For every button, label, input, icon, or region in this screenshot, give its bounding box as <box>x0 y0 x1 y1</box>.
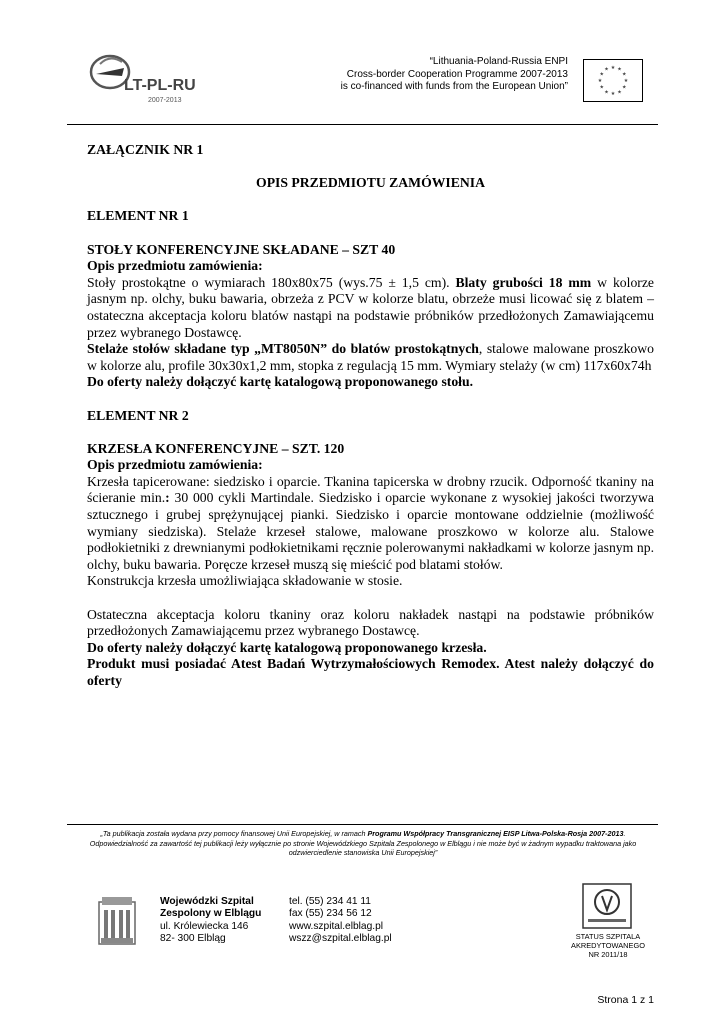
disclaimer-text-a: „Ta publikacja została wydana przy pomocy finansowej Unii Europejskiej, w ramach <box>100 829 368 838</box>
svg-text:★: ★ <box>604 89 609 96</box>
hospital-name-2: Zespolony w Elblągu <box>160 908 262 920</box>
footer-divider <box>67 824 658 825</box>
document-title: OPIS PRZEDMIOTU ZAMÓWIENIA <box>256 175 485 191</box>
element-2-paragraph-4: Do oferty należy dołączyć kartę katalogową proponowanego krzesła. <box>87 639 487 655</box>
element-2-desc-label: Opis przedmiotu zamówienia: <box>87 457 263 473</box>
programme-logo-icon <box>88 50 206 106</box>
header-divider <box>67 124 658 125</box>
element-1-paragraph-2 <box>87 341 654 374</box>
e2-p1-text-a: Krzesła tapicerowane: siedzisko i oparcie. Tkanina tapicerska w drobny rzucik. Odporność tkaniny na ścieranie min. <box>87 473 654 506</box>
element-2-paragraph-5: Produkt musi posiadać Atest Badań Wytrzymałościowych Remodex. Atest należy dołączyć do oferty <box>87 656 654 688</box>
element-2-paragraph-1 <box>87 474 654 574</box>
hospital-contact <box>289 896 392 946</box>
element-1-desc-label: Opis przedmiotu zamówienia: <box>87 258 263 274</box>
hospital-address <box>160 896 261 946</box>
status-line-2: AKREDYTOWANEGO <box>571 941 645 950</box>
element-2-subheading: KRZESŁA KONFERENCYJNE – SZT. 120 <box>87 440 345 456</box>
e2-p1-bold: : <box>165 490 170 506</box>
eu-flag-icon <box>583 59 643 102</box>
hospital-logo-icon <box>98 896 136 946</box>
svg-text:★: ★ <box>623 78 629 84</box>
programme-line-2: Cross-border Cooperation Programme 2007-2013 <box>346 68 568 80</box>
e1-p1-text-a: Stoły prostokątne o wymiarach 180x80x75 (wys.75 ± 1,5 cm). <box>87 274 456 290</box>
accreditation-logo-icon <box>582 883 632 929</box>
status-line-1: STATUS SZPITALA <box>575 932 641 941</box>
disclaimer-line-1 <box>80 829 646 839</box>
element-1-subheading: STOŁY KONFERENCYJNE SKŁADANE – SZT 40 <box>87 241 396 257</box>
svg-text:★: ★ <box>622 71 627 78</box>
contact-fax: fax (55) 234 56 12 <box>289 908 372 920</box>
svg-text:★: ★ <box>599 84 604 91</box>
element-2-heading: ELEMENT NR 2 <box>87 407 189 423</box>
programme-logo <box>88 50 206 106</box>
programme-line-1: “Lithuania-Poland-Russia ENPI <box>429 56 568 67</box>
logo-years: 2007-2013 <box>148 97 182 104</box>
contact-www[interactable]: www.szpital.elblag.pl <box>289 920 383 932</box>
svg-text:★: ★ <box>610 91 616 97</box>
e1-p1-bold: Blaty grubości 18 mm <box>455 274 592 290</box>
svg-text:★: ★ <box>597 78 603 84</box>
programme-statement <box>248 56 568 94</box>
element-1-paragraph-1 <box>87 275 654 341</box>
disclaimer-line-2: Odpowiedzialność za zawartość tej publikacji leży wyłącznie po stronie Wojewódzkiego Szpitala Zespolonego w Elblągu i nie może być w żadnym wypadku traktowana jako odzwierciedlenie stanowiska Unii Europejskiej” <box>89 838 637 857</box>
e1-p1-text-c: w kolorze jasnym np. olchy, buku bawaria, obrzeża z PCV w kolorze blatu, obrzeże musi licować się z blatem – ostateczna akceptacja koloru blatów nastąpi na podstawie próbników przedłożonych Zamawiającemu przez wybranego Dostawcę. <box>87 274 654 340</box>
page-number: Strona 1 z 1 <box>597 994 654 1006</box>
disclaimer-programme: Programu Współpracy Transgranicznej EISP Litwa-Polska-Rosja 2007-2013 <box>367 829 624 838</box>
hospital-name-1: Wojewódzki Szpital <box>160 896 254 907</box>
accreditation-status <box>556 932 660 959</box>
element-2-paragraph-3: Ostateczna akceptacja koloru tkaniny oraz koloru nakładek nastąpi na podstawie próbników przedłożonych Zamawiającemu przez wybranego Dostawcę. <box>87 606 654 639</box>
programme-line-3: is co-financed with funds from the European Union” <box>340 81 568 92</box>
logo-text: LT-PL-RU <box>124 77 196 94</box>
status-line-3: NR 2011/18 <box>588 950 628 959</box>
e1-p2-bold: Stelaże stołów składane typ „MT8050N” do blatów prostokątnych <box>87 341 479 357</box>
svg-text:★: ★ <box>604 66 609 73</box>
hospital-city: 82- 300 Elbląg <box>160 933 226 945</box>
element-1-paragraph-3: Do oferty należy dołączyć kartę katalogową proponowanego stołu. <box>87 374 474 390</box>
document-body <box>87 142 654 690</box>
annex-heading: ZAŁĄCZNIK NR 1 <box>87 142 204 157</box>
e1-p2-text: , stalowe malowane proszkowo w kolorze alu, profile 30x30x1,2 mm, stopka z regulacją 15 mm. Wymiary stelaży (w cm) 117x60x74h <box>87 341 655 373</box>
svg-text:★: ★ <box>622 84 627 91</box>
svg-text:★: ★ <box>610 65 616 71</box>
contact-email[interactable]: wszz@szpital.elblag.pl <box>289 933 392 945</box>
svg-text:★: ★ <box>617 89 622 96</box>
element-1-heading: ELEMENT NR 1 <box>87 208 189 224</box>
contact-tel: tel. (55) 234 41 11 <box>289 896 371 907</box>
element-2-paragraph-2: Konstrukcja krzesła umożliwiająca składowanie w stosie. <box>87 573 403 589</box>
disclaimer-text-c: . <box>623 829 626 838</box>
svg-text:★: ★ <box>599 71 604 78</box>
eu-disclaimer <box>80 829 646 858</box>
hospital-street: ul. Królewiecka 146 <box>160 920 249 932</box>
svg-text:★: ★ <box>617 66 622 73</box>
e2-p1-text-c: 30 000 cykli Martindale. Siedzisko i oparcie wykonane z wysokiej jakości tworzywa sztucznego i grubej sprężynującej pianki. Siedzisko i oparcie montowane oddzielnie (możliwość wymiany siedziska). Stelaże krzeseł stalowe, malowane proszkowo w kolorze alu. Stalowe podłokietniki z drewnianymi podłokietnikami ręcznie polerowanymi nakładkami w kolorze jasnym np. olchy, buku bawaria. Poręcze krzeseł muszą się mieścić pod blatami stołów. <box>87 490 654 572</box>
